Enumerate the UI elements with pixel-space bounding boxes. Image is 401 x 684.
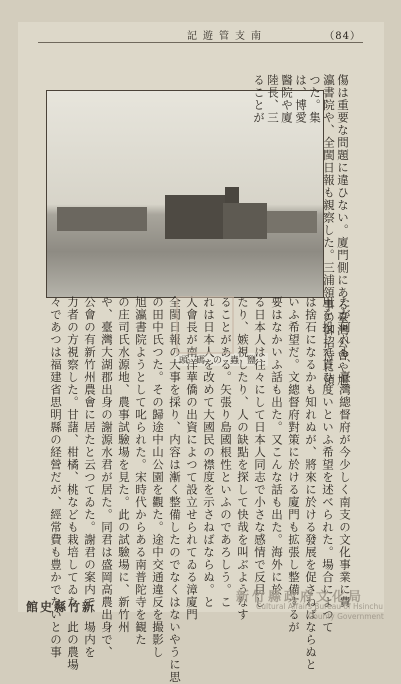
text-column: いふ希望だ。文總督府對策に於ける廈門も拡張し整備するが [287,296,301,634]
photo-building-left [57,207,147,231]
text-column: 陸長、三 [266,74,280,124]
text-column: ることがある。矢張り島國根性といふのであろしう。こ [219,296,233,609]
text-column: 傷は重要な問題に違ひない。廈門側にある臺灣公會や旭 [336,74,350,387]
page-number: （84） [324,31,361,42]
text-column: つた。集 [308,74,322,124]
text-column: 々であつは福建省思明縣の経營だが、經常費も豊かでないとの事 [49,296,63,659]
text-column: は捨石になるかも知れぬが、將來に於ける發展を促さねばならぬと [304,296,318,671]
running-header [38,24,363,43]
text-column: 全閩日報の大事を採り、内容は漸く整備したのでなくはないやうに思 [168,296,182,684]
text-column: や、臺灣大湖郡出身の謝源水君が居た。同君は盛岡高農出身で、 [100,296,114,659]
text-column: の庄司氏水源地、農事試驗場を見た。此の試驗場に、新竹州 [117,296,131,634]
text-column: る日本人は往々にして日本人同志で小さな感情で反目し [253,296,267,609]
text-column: 人會長が南洋華僑の出資によつて設立せられてゐる漳廈門 [185,296,199,621]
archive-logo: 館史縣竹新 [26,600,97,614]
text-column: 旭瀛書院ようとして叱られた。宋時代からある南普陀寺を観た [134,296,148,646]
text-column: の田中氏つた。その歸途中山公園を觀た。途中交通違反を撮影し [151,296,165,659]
watermark-line2: County Government [308,612,384,621]
text-column: たり、嫉視したり、人の缺點を探して快哉を叫ぶようなす [236,296,250,621]
text-column: 要はなかいふ話も出た。又こんな話も出た。海外に於 [270,296,284,596]
photo-caption: 頭碼の蟲鹽 [175,353,268,366]
watermark-title: 新竹縣政府文化局 [236,590,365,605]
upper-text-columns [252,74,352,387]
watermark [236,586,390,626]
photo-building-center [165,195,225,239]
text-column: 瀛書院や、全閩日報も親察した。三浦領事の御招待に預 [322,74,336,387]
text-column: 用を投じて貰ひ度いといふ希望を述べられた。場合によつて [321,296,335,634]
text-column: は、博愛 [294,74,308,124]
header-title: 記遊管支南 [187,31,267,42]
seal-stamp [176,296,234,354]
text-column: 力者の方視察した。甘藷、柑橘、桃なども栽培してゐた。此の農場 [66,296,80,671]
text-column: 醫院や廈 [280,74,294,124]
text-column: れは日本人を改めて大國民の襟度を示さねばならぬ。と [202,296,216,609]
text-column: たが何れも、臺灣總督府が今少しく南支の文化事業に費 [338,296,352,609]
text-column: ることが [252,74,266,124]
text-column: 公會の有新竹州農會に居たと云つてゐた。謝君の案内で、場内を [83,296,97,659]
watermark-line1: Cultural Affairs Bureau of Hsinchu [256,602,384,611]
